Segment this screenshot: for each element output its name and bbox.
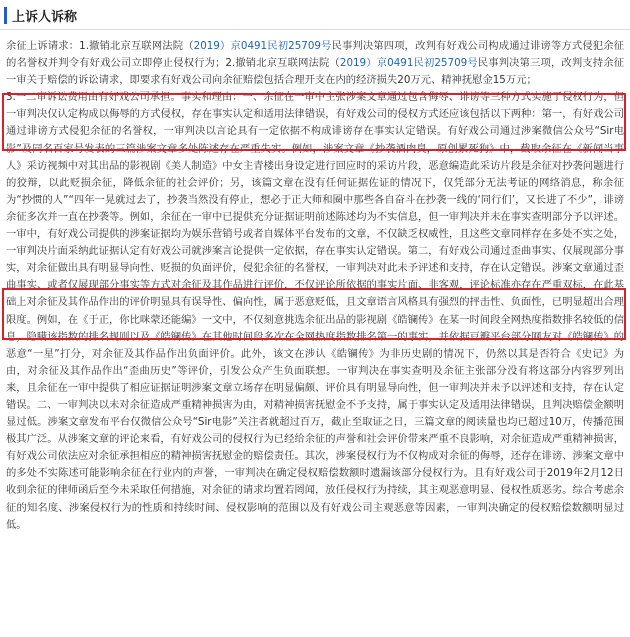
- section-title: 上诉人诉称: [12, 10, 78, 25]
- case-number-link: 2019）京0491民初25709号: [193, 40, 332, 52]
- appeal-requests-paragraph: 余征上诉请求：1.撤销北京互联网法院（2019）京0491民初25709号民事判决第四项，改判有好戏公司构成通过诽谤等方式侵犯余征的名誉权并判令有好戏公司立即停止侵权行为；2.撤销北京互联网法院（2019）京0491民初25709号民事判决第三项，改判支持余征一审关于赔偿的诉讼请求，即要求有好戏公司向余征赔偿包括合理开支在内的经济损失20万元、精神抚慰金15万元；: [6, 40, 624, 87]
- case-number-link: 2019）京0491民初25709号: [339, 57, 478, 70]
- section-header: [0, 0, 630, 30]
- document-body: [6, 38, 624, 534]
- facts-and-reasons-paragraph: 3.一二审诉讼费用由有好戏公司承担。事实和理由：一、余征在一审中主张涉案文章通过包含侮辱、诽谤等三种方式实施了侵权行为，但一审判决仅认定构成以侮辱的方式侵权，存在事实认定和适用法律错误，有好戏公司的侵权方式还应该包括以下两种：第一，有好戏公司通过诽谤方式侵犯余征的名誉权，一审判决以言论具有一定依据不构成诽谤存在事实认定错误。有好戏公司通过涉案微信公众号“Sir电影”及同名百家号发表的三篇涉案文章多处陈述存在严重失实。例如，涉案文章《抄袭酒肉臭，原创累死狗》中，截取余征在《新闻当事人》采访视频中对其出品的影视剧《美人制造》中女主青楼出身设定进行回应时的采访片段，恶意编造此采访片段是余征对抄袭问题进行的狡辩，以此贬损余征，降低余征的社会评价；另，该篇文章在没有任何证据佐证的情况下，仅凭部分无法考证的网络消息，称余征为“抄惯的人”“四年一晃就过去了，抄袭当然没有停止，想必于正大师和圈中那些各自奋斗在抄袭一线的‘同行们’，又长进了不少”，诽谤余征多次并一直在抄袭等。例如，余征在一审中已提供充分证据证明前述陈述均为不实信息，但一审判决并未在事实查明部分予以评述。一审中，有好戏公司提供的涉案证据均为娱乐营销号或者自媒体平台发布的文章，不仅缺乏权威性，且这些文章同样存在多处不实之处，一审判决片面采纳此证据认定有好戏公司就涉案言论提供一定依据，存在事实认定错误。第二，有好戏公司通过歪曲事实、仅展现部分事实，对余征做出具有明显导向性、贬损的负面评价，侵犯余征的名誉权，一审判决对此未予评述和支持，存在认定错误。涉案文章通过歪曲事实、或者仅展现部分事实等方式对余征及其作品进行评价，不仅评论所依据的事实片面、非客观，评论标准亦存在严重双标，在此基础上对余征及其作品作出的评价明显具有误导性、偏向性，属于恶意贬低，且文章语言风格具有强烈的抨击性、负面性，已明显超出合理限度。例如，在《于正，你比咪蒙还能编》一文中，不仅刻意挑选余征出品的影视剧《皓镧传》在某一时间段全网热度指数排名较低的信息，隐瞒该指数的排名规则以及《皓镧传》在其他时间段多次在全网热度指数排名第一的事实，并依据豆瓣平台部分网友对《皓镧传》的恶意“一星”打分，对余征及其作品作出负面评价。此外，该文在涉认《皓镧传》为非历史剧的情况下，仍然以其是否符合《史记》为由，对余征及其作品作出“歪曲历史”等评价，引发公众产生负面联想。一审判决在事实查明及余征主张部分没有将这部分内容罗列出来，且余征在一审中提供了相应证据证明涉案文章立场存在明显偏颇、评价具有明显导向性，但一审判决并未予以评述和支持，存在认定错误。二、一审判决以未对余征造成严重精神损害为由，对精神损害抚慰金不予支持，属于事实认定及适用法律错误，且判决赔偿金额明显过低。涉案文章发布平台仅微信公众号“Sir电影”关注者就超过百万，截止至取证之日，三篇文章的阅读量也均已超过10万，传播范围极其广泛。从涉案文章的评论来看，有好戏公司的侵权行为已经给余征的声誉和社会评价带来严重不良影响，对余征造成严重精神损害，有好戏公司依法应对余征承担相应的精神损害抚慰金的赔偿责任。其次，涉案侵权行为不仅构成对余征的侮辱，还存在诽谤、涉案文章中的多处不实陈述可能影响余征在行业内的声誉，一审判决在确定侵权赔偿数额时遗漏该部分侵权行为。且有好戏公司于2019年2月12日收到余征的律师函后至今未采取任何措施，对余征的请求均置若罔闻，放任侵权行为持续，其主观恶意明显、侵权性质恶劣。综合考虑余征的知名度、涉案侵权行为的性质和持续时间、侵权影响的范围以及有好戏公司主观恶意等因素，一审判决确定的侵权赔偿数额明显过低。: [6, 91, 624, 531]
- section-accent-bar: [4, 7, 7, 24]
